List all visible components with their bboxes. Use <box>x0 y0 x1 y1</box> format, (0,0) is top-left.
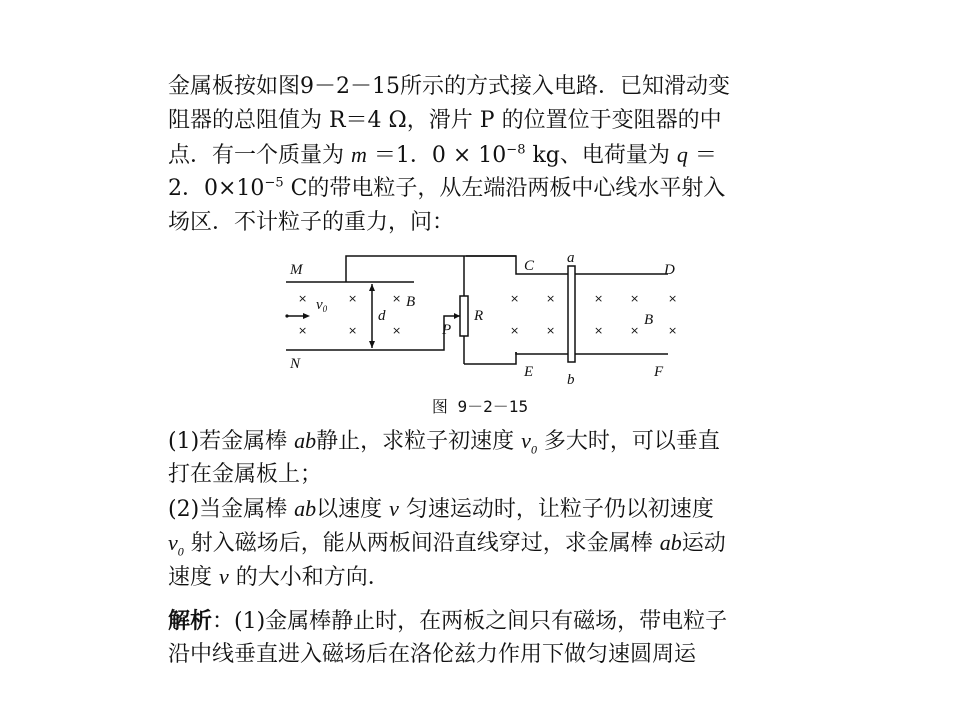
label-C: C <box>524 258 535 274</box>
problem-intro <box>168 70 792 240</box>
answer-line-2: 沿中线垂直进入磁场后在洛伦兹力作用下做匀速圆周运 <box>168 642 697 667</box>
particle-dot <box>285 314 288 317</box>
answer-label: 解析 <box>168 608 213 634</box>
intro-line-1: 金属板按如图9－2－15所示的方式接入电路．已知滑动变 <box>168 74 730 99</box>
metal-rod-ab <box>568 266 575 362</box>
figure-caption: 图 9－2－15 <box>431 397 529 416</box>
arrow-v0-head <box>303 313 310 319</box>
q1-line-1: (1)若金属棒 ab静止，求粒子初速度 $v_0$ 多大时，可以垂直 <box>168 428 720 457</box>
label-N: N <box>290 356 301 372</box>
label-F: F <box>654 364 664 380</box>
label-B-right: B <box>644 312 654 328</box>
intro-line-2: 阻器的总阻值为 R＝4 Ω，滑片 P 的位置位于变阻器的中 <box>168 108 722 133</box>
label-D: D <box>664 262 675 278</box>
q2-line-3: 速度 v 的大小和方向． <box>168 564 390 590</box>
label-P: P <box>442 322 452 338</box>
answer-line-1: 解析：(1)金属棒静止时，在两板之间只有磁场，带电粒子 <box>168 608 728 634</box>
wire-to-E <box>464 352 516 364</box>
arrow-d-bottom <box>369 341 375 348</box>
cross: × <box>546 324 556 337</box>
cross: × <box>510 292 520 305</box>
wire-top <box>346 256 516 282</box>
questions <box>168 424 792 594</box>
cross: × <box>298 324 308 337</box>
answer <box>168 604 792 672</box>
label-b: b <box>567 372 575 388</box>
circuit-figure <box>284 252 708 390</box>
label-a: a <box>567 252 575 266</box>
q2-line-2: $v_0$ 射入磁场后，能从两板间沿直线穿过，求金属棒 ab运动 <box>168 530 726 559</box>
cross: × <box>630 324 640 337</box>
resistor-R <box>460 296 468 336</box>
cross: × <box>668 324 678 337</box>
label-B-left: B <box>406 294 416 310</box>
label-d: d <box>378 308 386 324</box>
wire-bottom <box>414 316 460 350</box>
cross: × <box>510 324 520 337</box>
label-v0: $v_0$ <box>316 297 328 314</box>
intro-line-4: 2．$0\times 10^{-5}$ C的带电粒子，从左端沿两板中心线水平射入 <box>168 175 726 201</box>
label-M: M <box>290 262 303 278</box>
slider-arrow <box>454 313 460 319</box>
cross: × <box>594 324 604 337</box>
cross: × <box>630 292 640 305</box>
intro-line-3: 点．有一个质量为 m ＝1．$0 \times 10^{-8}$ kg、电荷量为 q ＝ <box>168 142 717 168</box>
rail-EF <box>516 352 668 354</box>
cross: × <box>546 292 556 305</box>
cross: × <box>392 324 402 337</box>
q2-line-1: (2)当金属棒 ab以速度 v 匀速运动时，让粒子仍以初速度 <box>168 496 714 522</box>
cross: × <box>594 292 604 305</box>
cross: × <box>348 292 358 305</box>
cross: × <box>392 292 402 305</box>
intro-line-5: 场区．不计粒子的重力，问： <box>168 210 455 235</box>
cross: × <box>298 292 308 305</box>
cross: × <box>348 324 358 337</box>
rail-CD <box>516 270 668 274</box>
arrow-d-top <box>369 284 375 291</box>
cross: × <box>668 292 678 305</box>
label-R: R <box>474 308 484 324</box>
label-E: E <box>524 364 534 380</box>
q1-line-2: 打在金属板上； <box>168 462 323 487</box>
